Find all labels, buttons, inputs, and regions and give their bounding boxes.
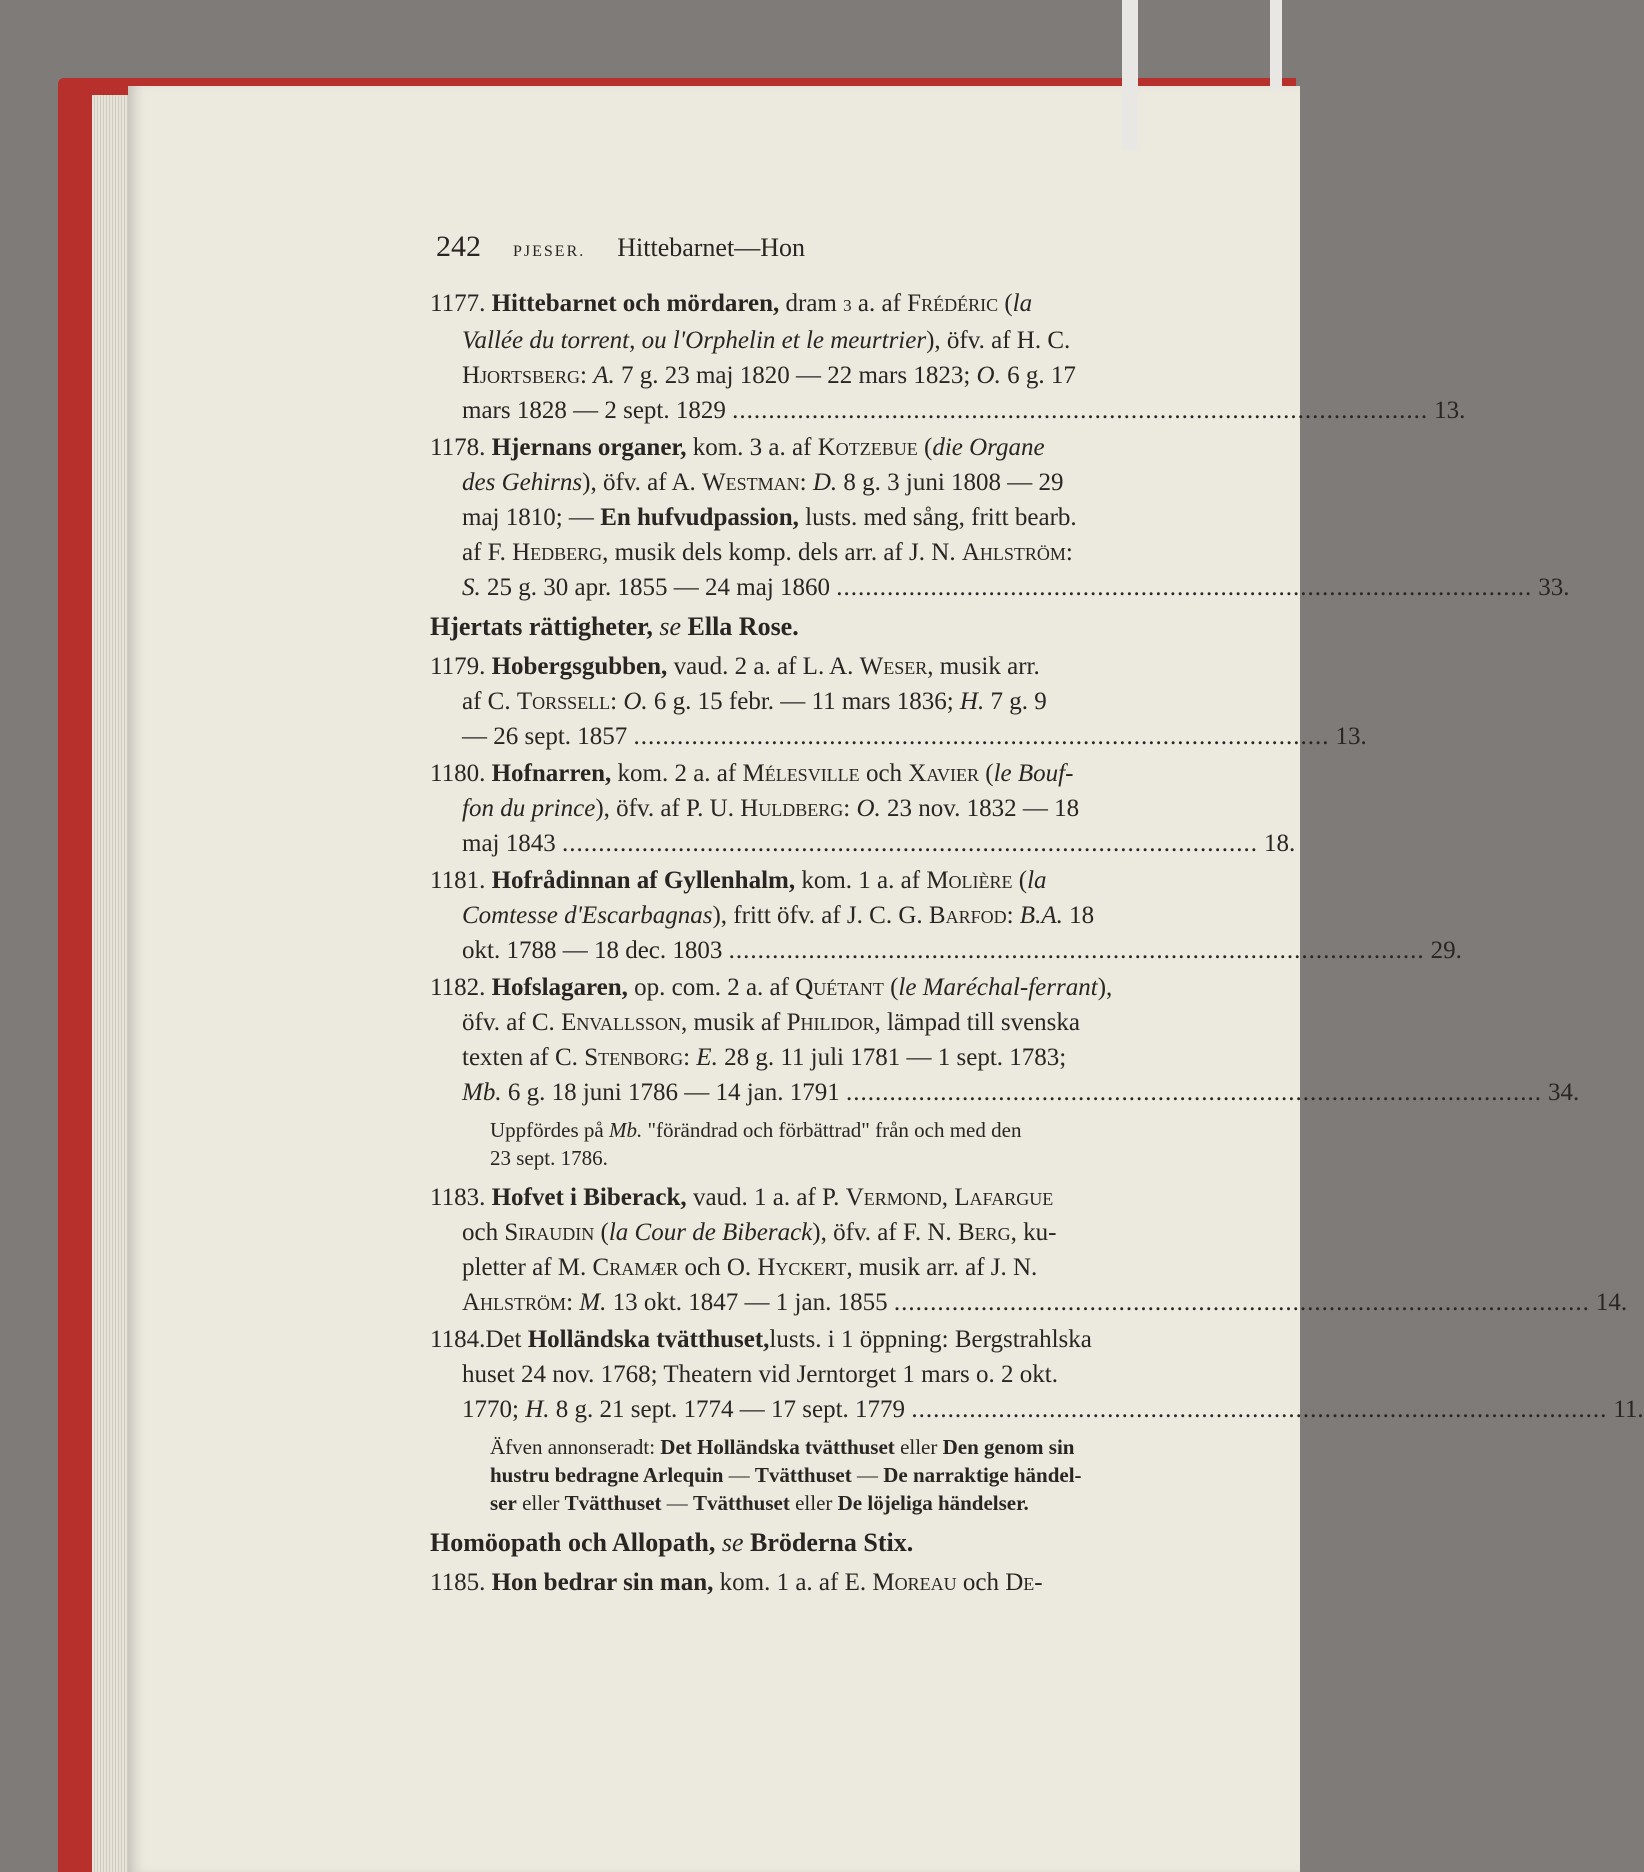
dot-leader: ................................................................................................ xyxy=(911,1396,1608,1423)
entry-1185 xyxy=(430,1565,1190,1600)
entry-number: 1182. xyxy=(430,974,486,1001)
entry-text: 7 g. 9 xyxy=(984,688,1047,715)
translator-name: Stenborg xyxy=(584,1044,684,1071)
entry-text: a. af xyxy=(851,290,908,317)
entry-text: 25 g. 30 apr. 1855 — 24 maj 1860 xyxy=(480,574,831,601)
entry-text: 8 g. 3 juni 1808 — 29 xyxy=(837,469,1064,496)
theatre-code: O. xyxy=(976,362,1001,389)
page-content xyxy=(430,230,1644,1602)
author-name: Mélesville xyxy=(742,760,860,787)
entry-title: Hofslagaren, xyxy=(491,974,628,1001)
entry-text: 8 g. 21 sept. 1774 — 17 sept. 1779 xyxy=(549,1396,906,1423)
alt-title: De löjeliga händelser. xyxy=(837,1491,1029,1515)
entry-text: : xyxy=(1065,539,1073,566)
entry-text: kom. 1 a. af E. xyxy=(713,1569,873,1596)
original-title: des Gehirns xyxy=(462,469,583,496)
alt-title: hustru bedragne Arlequin xyxy=(490,1463,724,1487)
original-title: la xyxy=(1012,290,1033,317)
alt-title: De narraktige händel- xyxy=(883,1463,1082,1487)
composer-name: Ahlström xyxy=(462,1289,567,1316)
bookmark-tab-right xyxy=(1270,0,1282,90)
entry-text: , musik af xyxy=(681,1009,787,1036)
original-title: la Cour de Biberack xyxy=(608,1219,813,1246)
author-name: Molière xyxy=(926,867,1013,894)
alt-title: Tvätthuset xyxy=(692,1491,790,1515)
note-text: eller xyxy=(789,1491,838,1515)
entry-text: texten af C. xyxy=(462,1044,585,1071)
author-name: Vermond xyxy=(845,1184,942,1211)
entry-text: 3 xyxy=(843,296,852,315)
note-text: — xyxy=(851,1463,884,1487)
dot-leader: ................................................................................................ xyxy=(893,1289,1590,1316)
entry-1181 xyxy=(430,863,1462,968)
note-text: eller xyxy=(894,1435,943,1459)
entry-title: Hobergsgubben, xyxy=(491,653,668,680)
dot-leader: ................................................................................................ xyxy=(846,1079,1543,1106)
entry-text: 1770; xyxy=(462,1396,526,1423)
entry-title: Hofnarren, xyxy=(491,760,612,787)
entry-text: 18 xyxy=(1062,902,1095,929)
composer-name: Torssell xyxy=(516,688,611,715)
note-text: "förändrad och förbättrad" från och med den xyxy=(642,1118,1022,1142)
entry-number: 1183. xyxy=(430,1184,486,1211)
entry-text: — 26 sept. 1857 xyxy=(462,723,628,750)
dot-leader: ................................................................................................ xyxy=(728,937,1425,964)
entry-text: lusts. med sång, fritt bearb. xyxy=(798,504,1077,531)
entry-number: 1177. xyxy=(430,290,486,317)
entry-note xyxy=(430,1433,1190,1517)
entry-text: Det xyxy=(485,1326,528,1353)
entry-text: okt. 1788 — 18 dec. 1803 xyxy=(462,937,723,964)
entry-text: maj 1843 xyxy=(462,830,556,857)
author-name: Siraudin xyxy=(504,1219,595,1246)
entry-title: Hofvet i Biberack, xyxy=(491,1184,687,1211)
note-text: Äfven annonseradt: xyxy=(490,1435,661,1459)
original-title: le Maréchal-ferrant xyxy=(898,974,1098,1001)
entry-text: , musik arr. af J. N. xyxy=(846,1254,1038,1281)
theatre-code: H. xyxy=(525,1396,550,1423)
note-text: — xyxy=(723,1463,755,1487)
alt-title: Tvätthuset xyxy=(564,1491,662,1515)
entry-text: kom. 3 a. af xyxy=(686,434,818,461)
entry-text: huset 24 nov. 1768; Theatern vid Jerntorget 1 mars o. 2 okt. xyxy=(462,1361,1058,1388)
performance-count: 11. xyxy=(1613,1396,1644,1423)
entry-text: af C. xyxy=(462,688,517,715)
author-name: Lafargue xyxy=(954,1184,1054,1211)
entry-1179 xyxy=(430,649,1367,754)
theatre-code: Mb. xyxy=(462,1079,502,1106)
performance-count: 33. xyxy=(1538,574,1570,601)
composer-name: Philidor xyxy=(786,1009,875,1036)
entry-text: 6 g. 18 juni 1786 — 14 jan. 1791 xyxy=(501,1079,840,1106)
entry-text: ), öfv. af F. N. xyxy=(812,1219,958,1246)
original-title: die Organe xyxy=(932,434,1045,461)
entry-text: ), öfv. af P. U. xyxy=(595,795,741,822)
alt-title: Den genom sin xyxy=(942,1435,1075,1459)
entry-text: : xyxy=(799,469,813,496)
alt-title: ser xyxy=(490,1491,517,1515)
entry-text: 13 okt. 1847 — 1 jan. 1855 xyxy=(606,1289,888,1316)
entry-text: pletter af M. xyxy=(462,1254,593,1281)
translator-name: Hyckert xyxy=(757,1254,847,1281)
author-name: Xavier xyxy=(908,760,980,787)
original-title: la xyxy=(1027,867,1047,894)
author-name: Frédéric xyxy=(907,290,999,317)
entry-number: 1180. xyxy=(430,760,486,787)
note-text: eller xyxy=(516,1491,565,1515)
cross-reference xyxy=(430,1525,1190,1561)
cross-reference xyxy=(430,609,1190,645)
entry-text: maj 1810; — xyxy=(462,504,601,531)
entry-text: kom. 1 a. af xyxy=(795,867,927,894)
theatre-code: O. xyxy=(856,795,881,822)
note-text: Uppfördes på xyxy=(490,1118,609,1142)
author-name: Moreau xyxy=(872,1569,957,1596)
original-title: Comtesse d'Escarbagnas xyxy=(462,902,713,929)
entry-text: ), fritt öfv. af J. C. G. xyxy=(712,902,929,929)
entry-text: 6 g. 17 xyxy=(1000,362,1076,389)
author-name: Kotzebue xyxy=(817,434,918,461)
dot-leader: ................................................................................................ xyxy=(562,830,1258,857)
entry-text: ( xyxy=(979,760,994,787)
translator-name: Envallsson xyxy=(561,1009,682,1036)
crossref-title: Homöopath och Allopath, xyxy=(430,1528,716,1557)
entry-text: 6 g. 15 febr. — 11 mars 1836; xyxy=(647,688,960,715)
crossref-se: se xyxy=(715,1528,750,1557)
entry-text: ( xyxy=(594,1219,609,1246)
entry-text: 23 nov. 1832 — 18 xyxy=(880,795,1080,822)
entry-text: ( xyxy=(883,974,899,1001)
theatre-code: O. xyxy=(623,688,648,715)
entry-title: Hofrådinnan af Gyllenhalm, xyxy=(491,867,796,894)
performance-count: 13. xyxy=(1335,723,1367,750)
performance-count: 29. xyxy=(1430,937,1462,964)
translator-name: Cramær xyxy=(592,1254,679,1281)
entry-text: , ku- xyxy=(1010,1219,1057,1246)
entry-text: ), xyxy=(1097,974,1113,1001)
entry-1182 xyxy=(430,970,1580,1110)
crossref-target: Ella Rose. xyxy=(687,612,799,641)
entry-text: och O. xyxy=(678,1254,758,1281)
note-text: — xyxy=(661,1491,693,1515)
performance-count: 34. xyxy=(1548,1079,1580,1106)
original-title: Vallée du torrent, ou l'Orphelin et le meurtrier xyxy=(462,327,927,354)
entry-title: Holländska tvätthuset, xyxy=(527,1326,770,1353)
note-text: 23 sept. 1786. xyxy=(490,1146,608,1170)
entry-1180 xyxy=(430,756,1296,861)
entry-1183 xyxy=(430,1180,1628,1320)
entry-text: : xyxy=(683,1044,697,1071)
entry-number: 1179. xyxy=(430,653,486,680)
entry-text: mars 1828 — 2 sept. 1829 xyxy=(462,397,726,424)
author-name: Quétant xyxy=(795,974,884,1001)
alt-title: Tvätthuset xyxy=(754,1463,852,1487)
entry-text: dram xyxy=(779,290,844,317)
performance-count: 13. xyxy=(1434,397,1466,424)
entry-number: 1184. xyxy=(430,1326,486,1353)
entry-text: : xyxy=(580,362,594,389)
dot-leader: ................................................................................................ xyxy=(732,397,1429,424)
entry-text: : xyxy=(566,1289,580,1316)
translator-name: Huldberg xyxy=(740,795,844,822)
entry-text: vaud. 1 a. af P. xyxy=(686,1184,846,1211)
performance-count: 18. xyxy=(1264,830,1296,857)
translator-name: Hjortsberg xyxy=(462,362,580,389)
entry-text: vaud. 2 a. af L. A. xyxy=(667,653,860,680)
performance-count: 14. xyxy=(1595,1289,1628,1316)
entry-text: kom. 2 a. af xyxy=(611,760,743,787)
theatre-code: H. xyxy=(959,688,985,715)
theatre-code: A. xyxy=(593,362,615,389)
entry-text: af F. xyxy=(462,539,513,566)
entry-text: och xyxy=(956,1569,1006,1596)
entry-number: 1178. xyxy=(430,434,486,461)
entry-text: lusts. i 1 öppning: Bergstrahlska xyxy=(769,1326,1092,1353)
running-head xyxy=(436,230,1190,264)
entry-text: 7 g. 23 maj 1820 — 22 mars 1823; xyxy=(614,362,977,389)
author-name: De- xyxy=(1005,1569,1043,1596)
original-title: fon du prince xyxy=(462,795,596,822)
entry-text: : xyxy=(610,688,624,715)
crossref-title: Hjertats rättigheter, xyxy=(430,612,653,641)
crossref-target: Bröderna Stix. xyxy=(750,1528,914,1557)
entry-text: ( xyxy=(917,434,933,461)
entry-note xyxy=(430,1116,1190,1172)
entry-text: , lämpad till svenska xyxy=(874,1009,1080,1036)
translator-name: Barfod xyxy=(928,902,1007,929)
theatre-code: D. xyxy=(812,469,838,496)
entry-1177 xyxy=(430,286,1466,428)
translator-name: Berg xyxy=(957,1219,1011,1246)
entry-text: 28 g. 11 juli 1781 — 1 sept. 1783; xyxy=(717,1044,1067,1071)
page-number: 242 xyxy=(436,230,481,263)
entry-title: Hittebarnet och mördaren, xyxy=(491,290,780,317)
entry-1178 xyxy=(430,430,1570,605)
page-edges xyxy=(92,95,132,1872)
entry-subtitle: En hufvudpassion, xyxy=(600,504,799,531)
composer-name: Ahlström xyxy=(961,539,1066,566)
theatre-code: B.A. xyxy=(1019,902,1063,929)
dot-leader: ................................................................................................ xyxy=(836,574,1533,601)
entry-text: ), öfv. af H. C. xyxy=(926,327,1071,354)
entry-text: , musik dels komp. dels arr. af J. N. xyxy=(602,539,962,566)
alt-title: Det Holländska tvätthuset xyxy=(660,1435,895,1459)
entry-text: : xyxy=(1006,902,1020,929)
entry-text: och xyxy=(462,1219,505,1246)
entry-title: Hon bedrar sin man, xyxy=(491,1569,714,1596)
entry-text: , xyxy=(941,1184,955,1211)
translator-name: Westman xyxy=(702,469,800,496)
running-head-title: Hittebarnet—Hon xyxy=(617,233,805,262)
theatre-code: S. xyxy=(462,574,481,601)
author-name: Weser xyxy=(859,653,928,680)
theatre-code: M. xyxy=(579,1289,607,1316)
entry-text: och xyxy=(859,760,909,787)
translator-name: Hedberg xyxy=(512,539,603,566)
theatre-code: Mb. xyxy=(608,1118,643,1142)
entry-number: 1185. xyxy=(430,1569,486,1596)
bookmark-tab-left xyxy=(1122,0,1138,150)
crossref-se: se xyxy=(652,612,688,641)
entry-title: Hjernans organer, xyxy=(491,434,687,461)
original-title: le Bouf- xyxy=(993,760,1074,787)
running-head-label: PJESER. xyxy=(513,243,586,260)
entry-text: , musik arr. xyxy=(927,653,1040,680)
entry-text: : xyxy=(843,795,857,822)
entry-text: ( xyxy=(1012,867,1028,894)
entry-text: ( xyxy=(998,290,1013,317)
dot-leader: ................................................................................................ xyxy=(633,723,1330,750)
entry-1184 xyxy=(430,1322,1644,1427)
entry-number: 1181. xyxy=(430,867,486,894)
entry-text: ), öfv. af A. xyxy=(582,469,703,496)
entry-text: op. com. 2 a. af xyxy=(627,974,796,1001)
entry-text: öfv. af C. xyxy=(462,1009,562,1036)
theatre-code: E. xyxy=(696,1044,718,1071)
